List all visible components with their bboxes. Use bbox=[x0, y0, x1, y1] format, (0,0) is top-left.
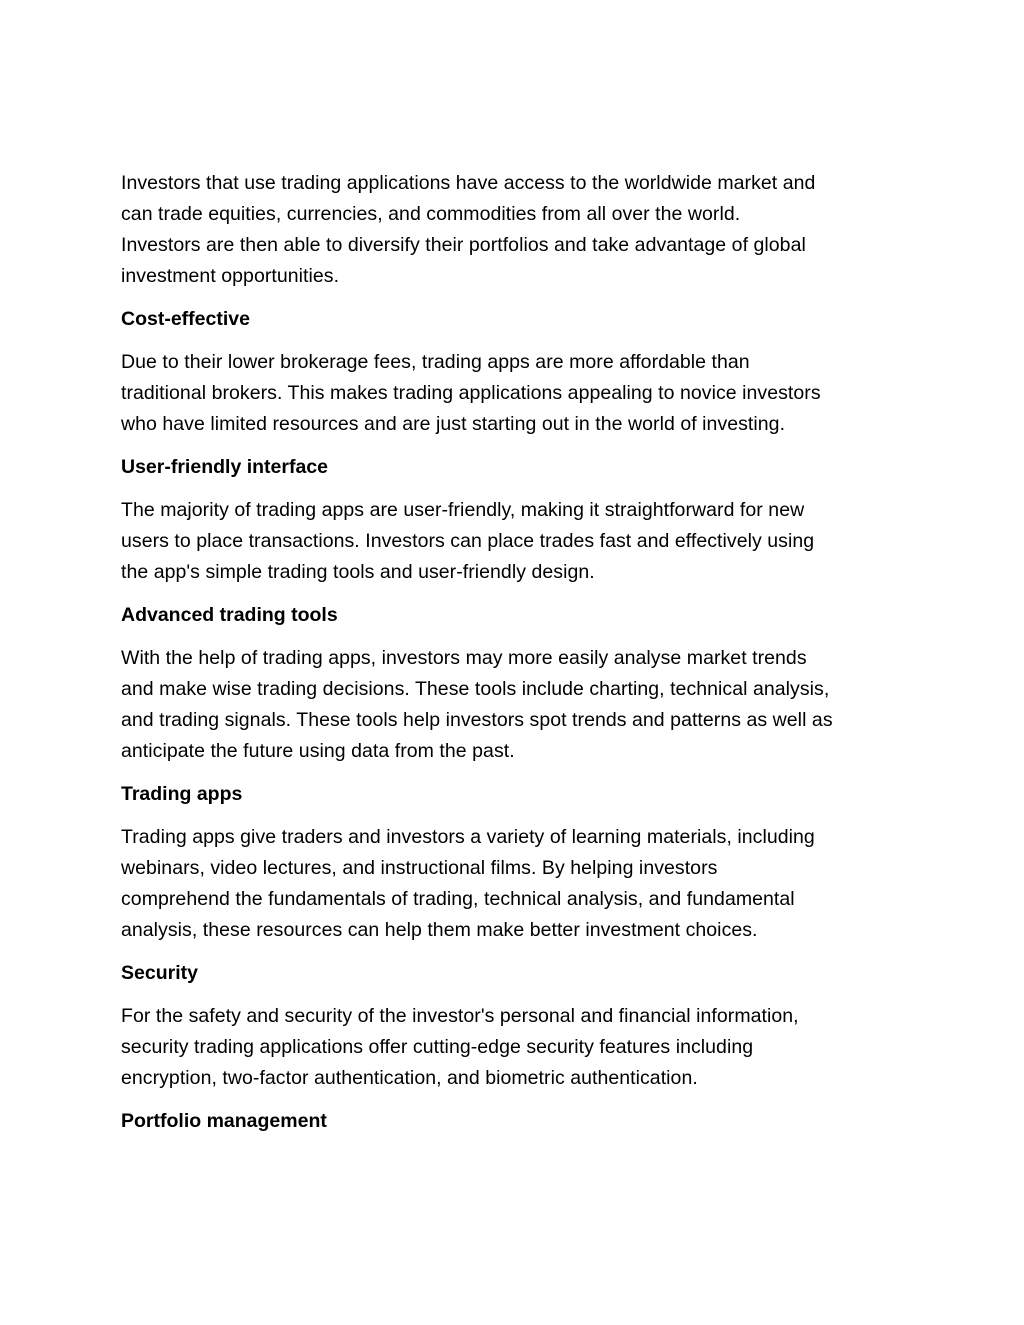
text-line: the app's simple trading tools and user-friendly design. bbox=[121, 561, 595, 583]
section-heading-trading-apps: Trading apps bbox=[121, 783, 243, 805]
text-line: Trading apps give traders and investors a variety of learning materials, including bbox=[121, 826, 815, 848]
section-paragraph-advanced-trading-tools bbox=[121, 643, 911, 767]
text-line: and make wise trading decisions. These tools include charting, technical analysis, bbox=[121, 678, 830, 700]
section-heading-advanced-trading-tools: Advanced trading tools bbox=[121, 604, 338, 626]
section-paragraph-cost-effective bbox=[121, 347, 911, 440]
intro-paragraph bbox=[121, 168, 911, 292]
document-page bbox=[121, 168, 911, 1149]
section-heading-security: Security bbox=[121, 962, 198, 984]
section-heading-user-friendly-interface: User-friendly interface bbox=[121, 456, 328, 478]
text-line: traditional brokers. This makes trading applications appealing to novice investors bbox=[121, 382, 821, 404]
section-paragraph-security bbox=[121, 1001, 911, 1094]
text-line: Investors are then able to diversify their portfolios and take advantage of global bbox=[121, 234, 806, 256]
text-line: investment opportunities. bbox=[121, 265, 340, 287]
text-line: comprehend the fundamentals of trading, technical analysis, and fundamental bbox=[121, 888, 795, 910]
text-line: webinars, video lectures, and instructional films. By helping investors bbox=[121, 857, 718, 879]
text-line: who have limited resources and are just starting out in the world of investing. bbox=[121, 413, 786, 435]
text-line: users to place transactions. Investors can place trades fast and effectively using bbox=[121, 530, 815, 552]
text-line: encryption, two-factor authentication, and biometric authentication. bbox=[121, 1067, 698, 1089]
section-heading-cost-effective: Cost-effective bbox=[121, 308, 250, 330]
section-heading-portfolio-management: Portfolio management bbox=[121, 1110, 327, 1132]
text-line: and trading signals. These tools help investors spot trends and patterns as well as bbox=[121, 709, 833, 731]
text-line: analysis, these resources can help them make better investment choices. bbox=[121, 919, 758, 941]
text-line: can trade equities, currencies, and commodities from all over the world. bbox=[121, 203, 741, 225]
text-line: security trading applications offer cutting-edge security features including bbox=[121, 1036, 754, 1058]
text-line: For the safety and security of the investor's personal and financial information, bbox=[121, 1005, 799, 1027]
text-line: Investors that use trading applications have access to the worldwide market and bbox=[121, 172, 816, 194]
section-paragraph-user-friendly-interface bbox=[121, 495, 911, 588]
text-line: anticipate the future using data from the past. bbox=[121, 740, 515, 762]
text-line: With the help of trading apps, investors may more easily analyse market trends bbox=[121, 647, 807, 669]
section-paragraph-trading-apps bbox=[121, 822, 911, 946]
text-line: Due to their lower brokerage fees, trading apps are more affordable than bbox=[121, 351, 750, 373]
text-line: The majority of trading apps are user-friendly, making it straightforward for new bbox=[121, 499, 805, 521]
